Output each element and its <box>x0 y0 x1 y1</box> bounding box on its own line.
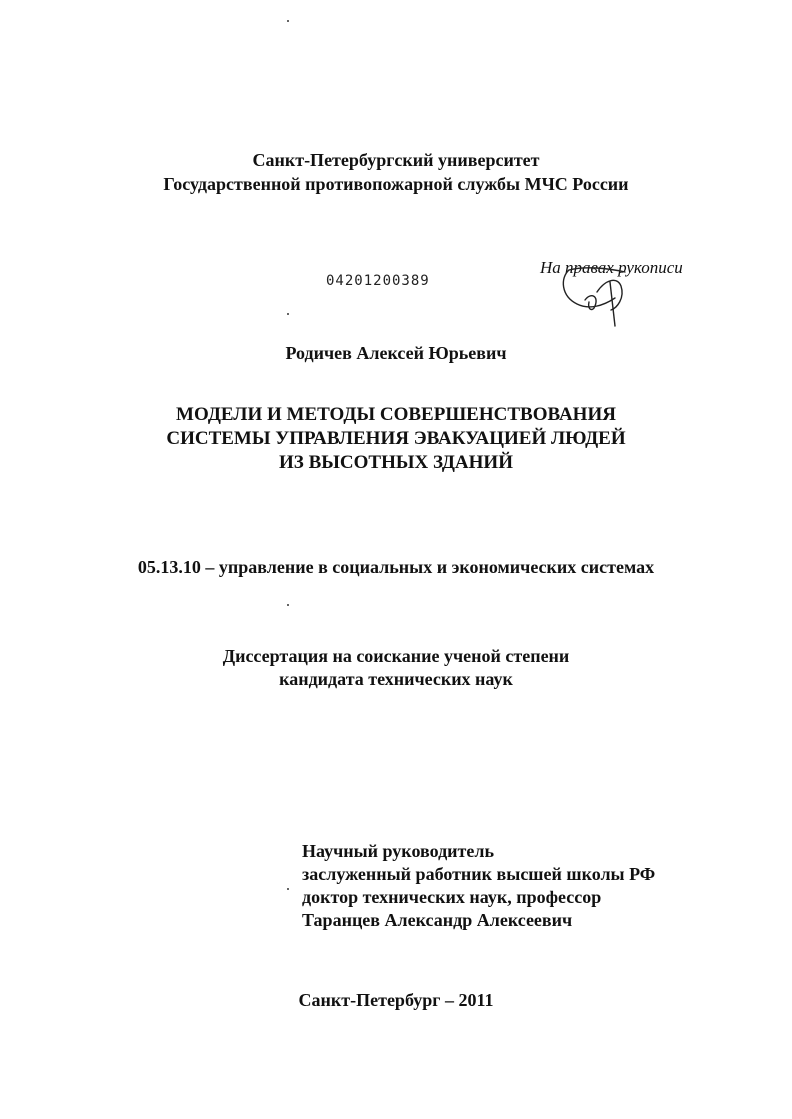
title-line-1: МОДЕЛИ И МЕТОДЫ СОВЕРШЕНСТВОВАНИЯ <box>176 404 616 425</box>
dissertation-degree <box>0 645 792 691</box>
university-line-2: Государственной противопожарной службы МЧС России <box>163 174 629 194</box>
handwritten-signature <box>555 262 635 332</box>
dissertation-title <box>0 403 792 475</box>
university-block <box>0 148 792 196</box>
title-line-2: СИСТЕМЫ УПРАВЛЕНИЯ ЭВАКУАЦИЕЙ ЛЮДЕЙ <box>166 428 626 449</box>
specialty-code: 05.13.10 – управление в социальных и экономических системах <box>137 557 655 577</box>
advisor-block <box>302 840 655 932</box>
scan-speck <box>287 888 289 890</box>
rights-note: На правах рукописи <box>540 258 683 277</box>
title-line-3: ИЗ ВЫСОТНЫХ ЗДАНИЙ <box>279 452 513 473</box>
advisor-line-2: заслуженный работник высшей школы РФ <box>302 864 656 884</box>
author-name: Родичев Алексей Юрьевич <box>285 343 507 363</box>
scan-speck <box>287 604 289 606</box>
degree-line-1: Диссертация на соискание ученой степени <box>222 646 570 666</box>
advisor-line-3: доктор технических наук, профессор <box>302 887 602 907</box>
scan-speck <box>287 313 289 315</box>
city-year: Санкт-Петербург – 2011 <box>298 990 494 1010</box>
degree-line-2: кандидата технических наук <box>279 669 513 689</box>
scan-speck <box>287 20 289 22</box>
advisor-line-4: Таранцев Александр Алексеевич <box>302 910 573 930</box>
university-line-1: Санкт-Петербургский университет <box>252 150 540 170</box>
advisor-line-1: Научный руководитель <box>302 841 494 861</box>
registry-code: 04201200389 <box>326 273 430 289</box>
